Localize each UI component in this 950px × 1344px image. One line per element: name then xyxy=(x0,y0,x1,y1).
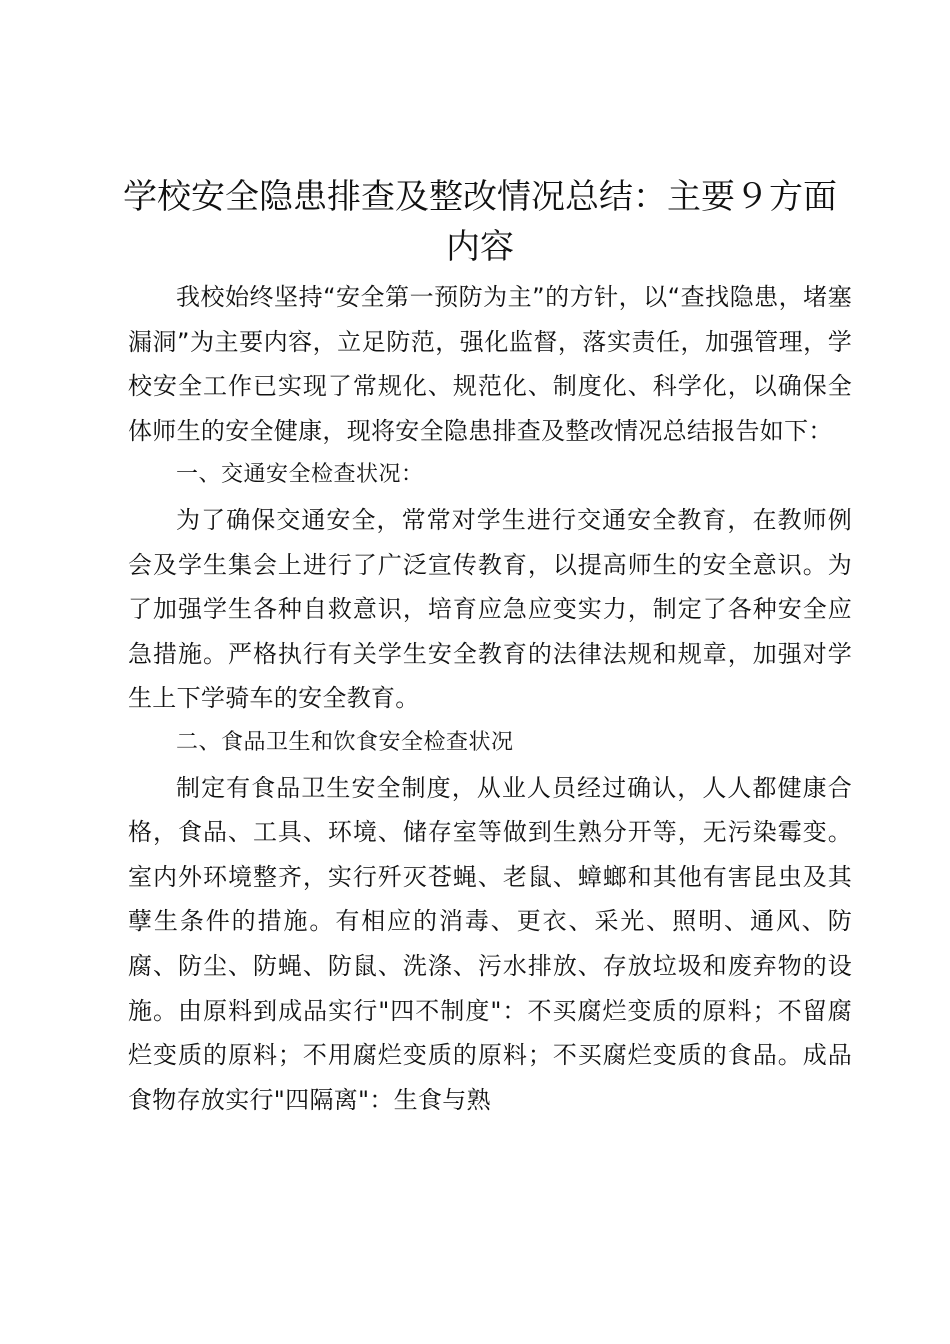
intro-paragraph: 我校始终坚持“安全第一预防为主”的方针，以“查找隐患，堵塞漏洞”为主要内容，立足防范，强化监督，落实责任，加强管理，学校安全工作已实现了常规化、规范化、制度化、科学化，以确保全体师生的安全健康，现将安全隐患排查及整改情况总结报告如下： xyxy=(128,283,852,445)
section-heading-traffic: 一、交通安全检查状况： xyxy=(176,462,424,488)
document-body xyxy=(128,275,852,1122)
document-title: 学校安全隐患排查及整改情况总结：主要９方面内容 xyxy=(123,177,837,267)
food-paragraph: 制定有食品卫生安全制度，从业人员经过确认，人人都健康合格，食品、工具、环境、储存室等做到生熟分开等，无污染霉变。室内外环境整齐，实行歼灭苍蝇、老鼠、蟑螂和其他有害昆虫及其孽生条件的措施。有相应的消毒、更衣、采光、照明、通风、防腐、防尘、防蝇、防鼠、洗涤、污水排放、存放垃圾和废弃物的设施。由原料到成品实行"四不制度"：不买腐烂变质的原料；不留腐烂变质的原料；不用腐烂变质的原料；不买腐烂变质的食品。成品食物存放实行"四隔离"：生食与熟 xyxy=(128,773,852,1114)
traffic-paragraph: 为了确保交通安全，常常对学生进行交通安全教育，在教师例会及学生集会上进行了广泛宣传教育，以提高师生的安全意识。为了加强学生各种自救意识，培育应急应变实力，制定了各种安全应急措施。严格执行有关学生安全教育的法律法规和规章，加强对学生上下学骑车的安全教育。 xyxy=(128,505,852,713)
section-heading-food: 二、食品卫生和饮食安全检查状况 xyxy=(176,729,514,755)
